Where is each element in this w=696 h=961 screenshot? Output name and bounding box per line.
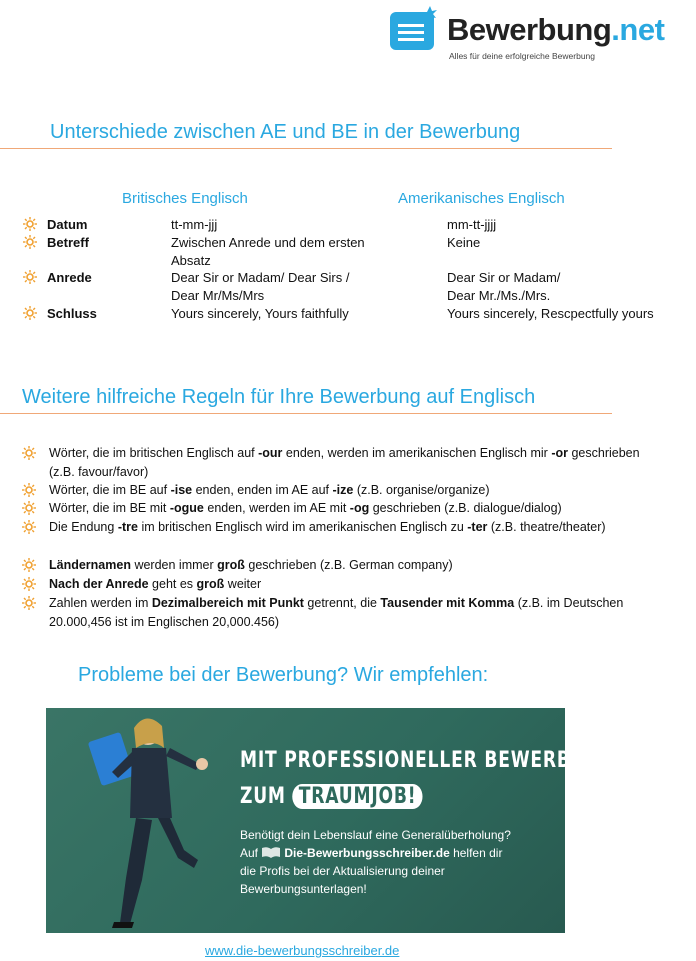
- ae-anrede-line1: Dear Sir or Madam/: [447, 270, 561, 285]
- be-schluss: Yours sincerely, Yours faithfully: [171, 306, 349, 321]
- section1-divider: [0, 148, 612, 149]
- section2-divider: [0, 413, 612, 414]
- section2-title: Weitere hilfreiche Regeln für Ihre Bewerbung auf Englisch: [22, 386, 536, 408]
- promo-link[interactable]: www.die-bewerbungsschreiber.de: [205, 943, 400, 958]
- ae-anrede-line2: Dear Mr./Ms./Mrs.: [447, 288, 551, 303]
- sun-bullet-icon: [23, 306, 37, 320]
- sun-bullet-icon: [22, 577, 36, 591]
- be-anrede-line1: Dear Sir or Madam/ Dear Sirs /: [171, 270, 350, 285]
- row-label-anrede: Anrede: [47, 270, 92, 285]
- logo-tagline: Alles für deine erfolgreiche Bewerbung: [449, 51, 596, 61]
- sun-bullet-icon: [22, 520, 36, 534]
- sun-bullet-icon: [22, 558, 36, 572]
- ae-betreff: Keine: [447, 235, 481, 250]
- column-header-be: Britisches Englisch: [122, 190, 248, 207]
- sun-bullet-icon: [22, 483, 36, 497]
- banner-title-line2: ZUM TRAUMJOB!: [240, 784, 423, 809]
- logo-wordmark[interactable]: Bewerbung.net: [447, 12, 665, 47]
- banner-title-line1: MIT PROFESSIONELLER BEWERBUNG: [240, 748, 616, 773]
- sun-bullet-icon: [23, 235, 37, 249]
- be-anrede-line2: Dear Mr/Ms/Mrs: [171, 288, 265, 303]
- column-header-ae: Amerikanisches Englisch: [398, 190, 565, 207]
- woman-illustration: [86, 708, 236, 933]
- be-betreff-line2: Absatz: [171, 253, 211, 268]
- ae-datum: mm-tt-jjjj: [447, 217, 497, 232]
- sun-bullet-icon: [23, 217, 37, 231]
- promo-banner[interactable]: [46, 708, 616, 933]
- sun-bullet-icon: [22, 501, 36, 515]
- sun-bullet-icon: [23, 270, 37, 284]
- promo-heading: Probleme bei der Bewerbung? Wir empfehlen:: [78, 664, 489, 686]
- be-datum: tt-mm-jjj: [171, 217, 218, 232]
- row-label-betreff: Betreff: [47, 235, 89, 250]
- book-icon: [261, 846, 281, 858]
- sun-bullet-icon: [22, 596, 36, 610]
- row-label-datum: Datum: [47, 217, 88, 232]
- sun-bullet-icon: [22, 446, 36, 460]
- document-icon: [390, 6, 440, 52]
- ae-schluss: Yours sincerely, Rescpectfully yours: [447, 306, 654, 321]
- banner-body: Benötigt dein Lebenslauf eine Generalüberholung? Auf Die-Bewerbungsschreiber.de helfen dir die Profis bei der Aktualisierung deiner Bewerbungsunterlagen!: [240, 828, 511, 896]
- be-betreff-line1: Zwischen Anrede und dem ersten: [171, 235, 365, 250]
- row-label-schluss: Schluss: [47, 306, 97, 321]
- section1-title: Unterschiede zwischen AE und BE in der Bewerbung: [50, 121, 521, 143]
